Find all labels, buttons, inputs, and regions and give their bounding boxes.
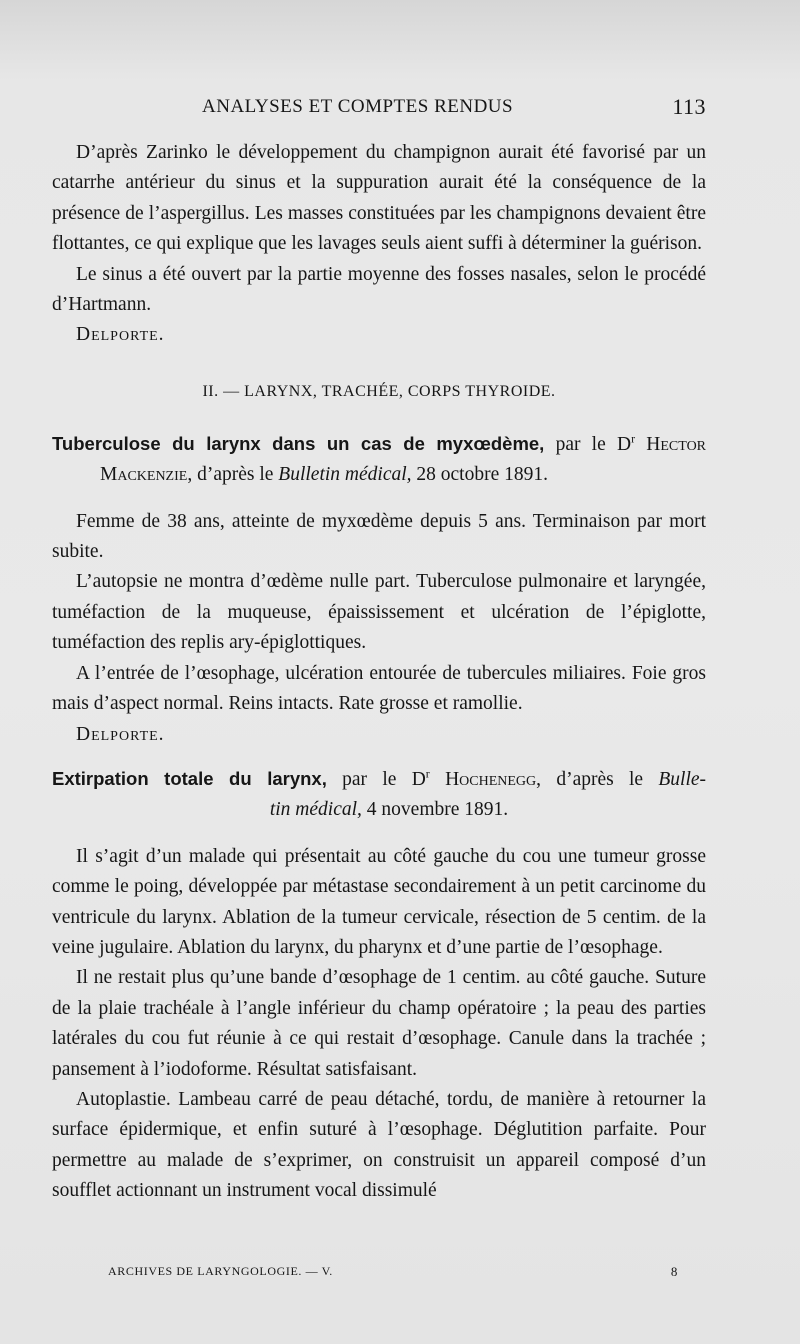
source-date: 28 octobre 1891. <box>416 464 548 486</box>
source-date: 4 novembre 1891. <box>366 799 509 821</box>
author-last-name: Mackenzie, <box>100 464 193 486</box>
author-signature: Delporte. <box>76 723 165 745</box>
paragraph: Autoplastie. Lambeau carré de peau détaché, tordu, de manière à retourner la surface épidermique, et enfin suturé à l’œsophage. Déglutition parfaite. Pour permettre au malade de s’exprimer, on construisit un appareil composé d’un soufflet actionnant un instrument vocal dissimulé <box>52 1088 706 1202</box>
paragraph: Il ne restait plus qu’une bande d’œsophage de 1 centim. au côté gauche. Suture de la plaie trachéale à l’angle inférieur du champ opératoire ; la peau des parties latérales du cou fut réunie à ce qui restait d’œsophage. Canule dans la trachée ; pansement à l’iodoforme. Résultat satisfaisant. <box>52 967 706 1080</box>
page-number: 113 <box>672 94 706 119</box>
article-title <box>52 429 706 491</box>
paragraph: A l’entrée de l’œsophage, ulcération entourée de tubercules miliaires. Foie gros mais d’aspect normal. Reins intacts. Rate grosse et ramollie. <box>52 662 706 715</box>
source-prefix: d’après le <box>197 464 274 486</box>
section-heading: II. — LARYNX, TRACHÉE, CORPS THYROIDE. <box>202 382 556 400</box>
author-name: Hochenegg, <box>445 768 542 790</box>
paragraph: D’après Zarinko le développement du champignon aurait été favorisé par un catarrhe antérieur du sinus et la suppuration aurait été la conséquence de la présence de l’aspergillus. Les masses constituées par les champignons devaient être flottantes, ce qui explique que les lavages seuls aient suffi à déterminer la guérison. <box>52 142 706 255</box>
running-head <box>56 96 706 126</box>
paragraph: Le sinus a été ouvert par la partie moyenne des fosses nasales, selon le procédé d’Hartmann. <box>52 263 706 316</box>
source-journal-part2: tin médical, <box>269 799 362 821</box>
paragraph: L’autopsie ne montra d’œdème nulle part. Tuberculose pulmonaire et laryngée, tuméfaction de la muqueuse, épaississement et ulcération de l’épiglotte, tuméfaction des replis ary-épiglottiques. <box>52 571 706 654</box>
paragraph: Il s’agit d’un malade qui présentait au côté gauche du cou une tumeur grosse comme le poing, développée par métastase secondairement à un petit carcinome du ventricule du larynx. Ablation de la tumeur cervicale, résection de 5 centim. de la veine jugulaire. Ablation du larynx, du pharynx et d’une partie de l’œsophage. <box>52 845 706 958</box>
article-title-bold: Extirpation totale du larynx, <box>52 767 327 789</box>
source-journal-part1: Bulle- <box>658 768 707 790</box>
source-prefix: d’après le <box>556 768 644 790</box>
paragraph: Femme de 38 ans, atteinte de myxœdème depuis 5 ans. Terminaison par mort subite. <box>52 510 706 563</box>
page-footer <box>108 1264 678 1284</box>
title-superscript: r <box>631 431 636 446</box>
article-title-bold: Tuberculose du larynx dans un cas de myxœdème, <box>52 432 545 454</box>
signature-mark: 8 <box>670 1264 678 1279</box>
article-title-by: par le D <box>555 433 632 455</box>
title-superscript: r <box>425 766 430 781</box>
article-title <box>52 764 706 826</box>
source-journal: Bulletin médical, <box>278 464 412 486</box>
author-first-name: Hector <box>646 433 707 455</box>
footer-journal: ARCHIVES DE LARYNGOLOGIE. — V. <box>108 1264 333 1278</box>
page-body <box>52 138 706 1207</box>
article-title-by: par le D <box>342 768 426 790</box>
author-signature: Delporte. <box>76 324 165 346</box>
running-head-title: ANALYSES ET COMPTES RENDUS <box>202 96 514 117</box>
